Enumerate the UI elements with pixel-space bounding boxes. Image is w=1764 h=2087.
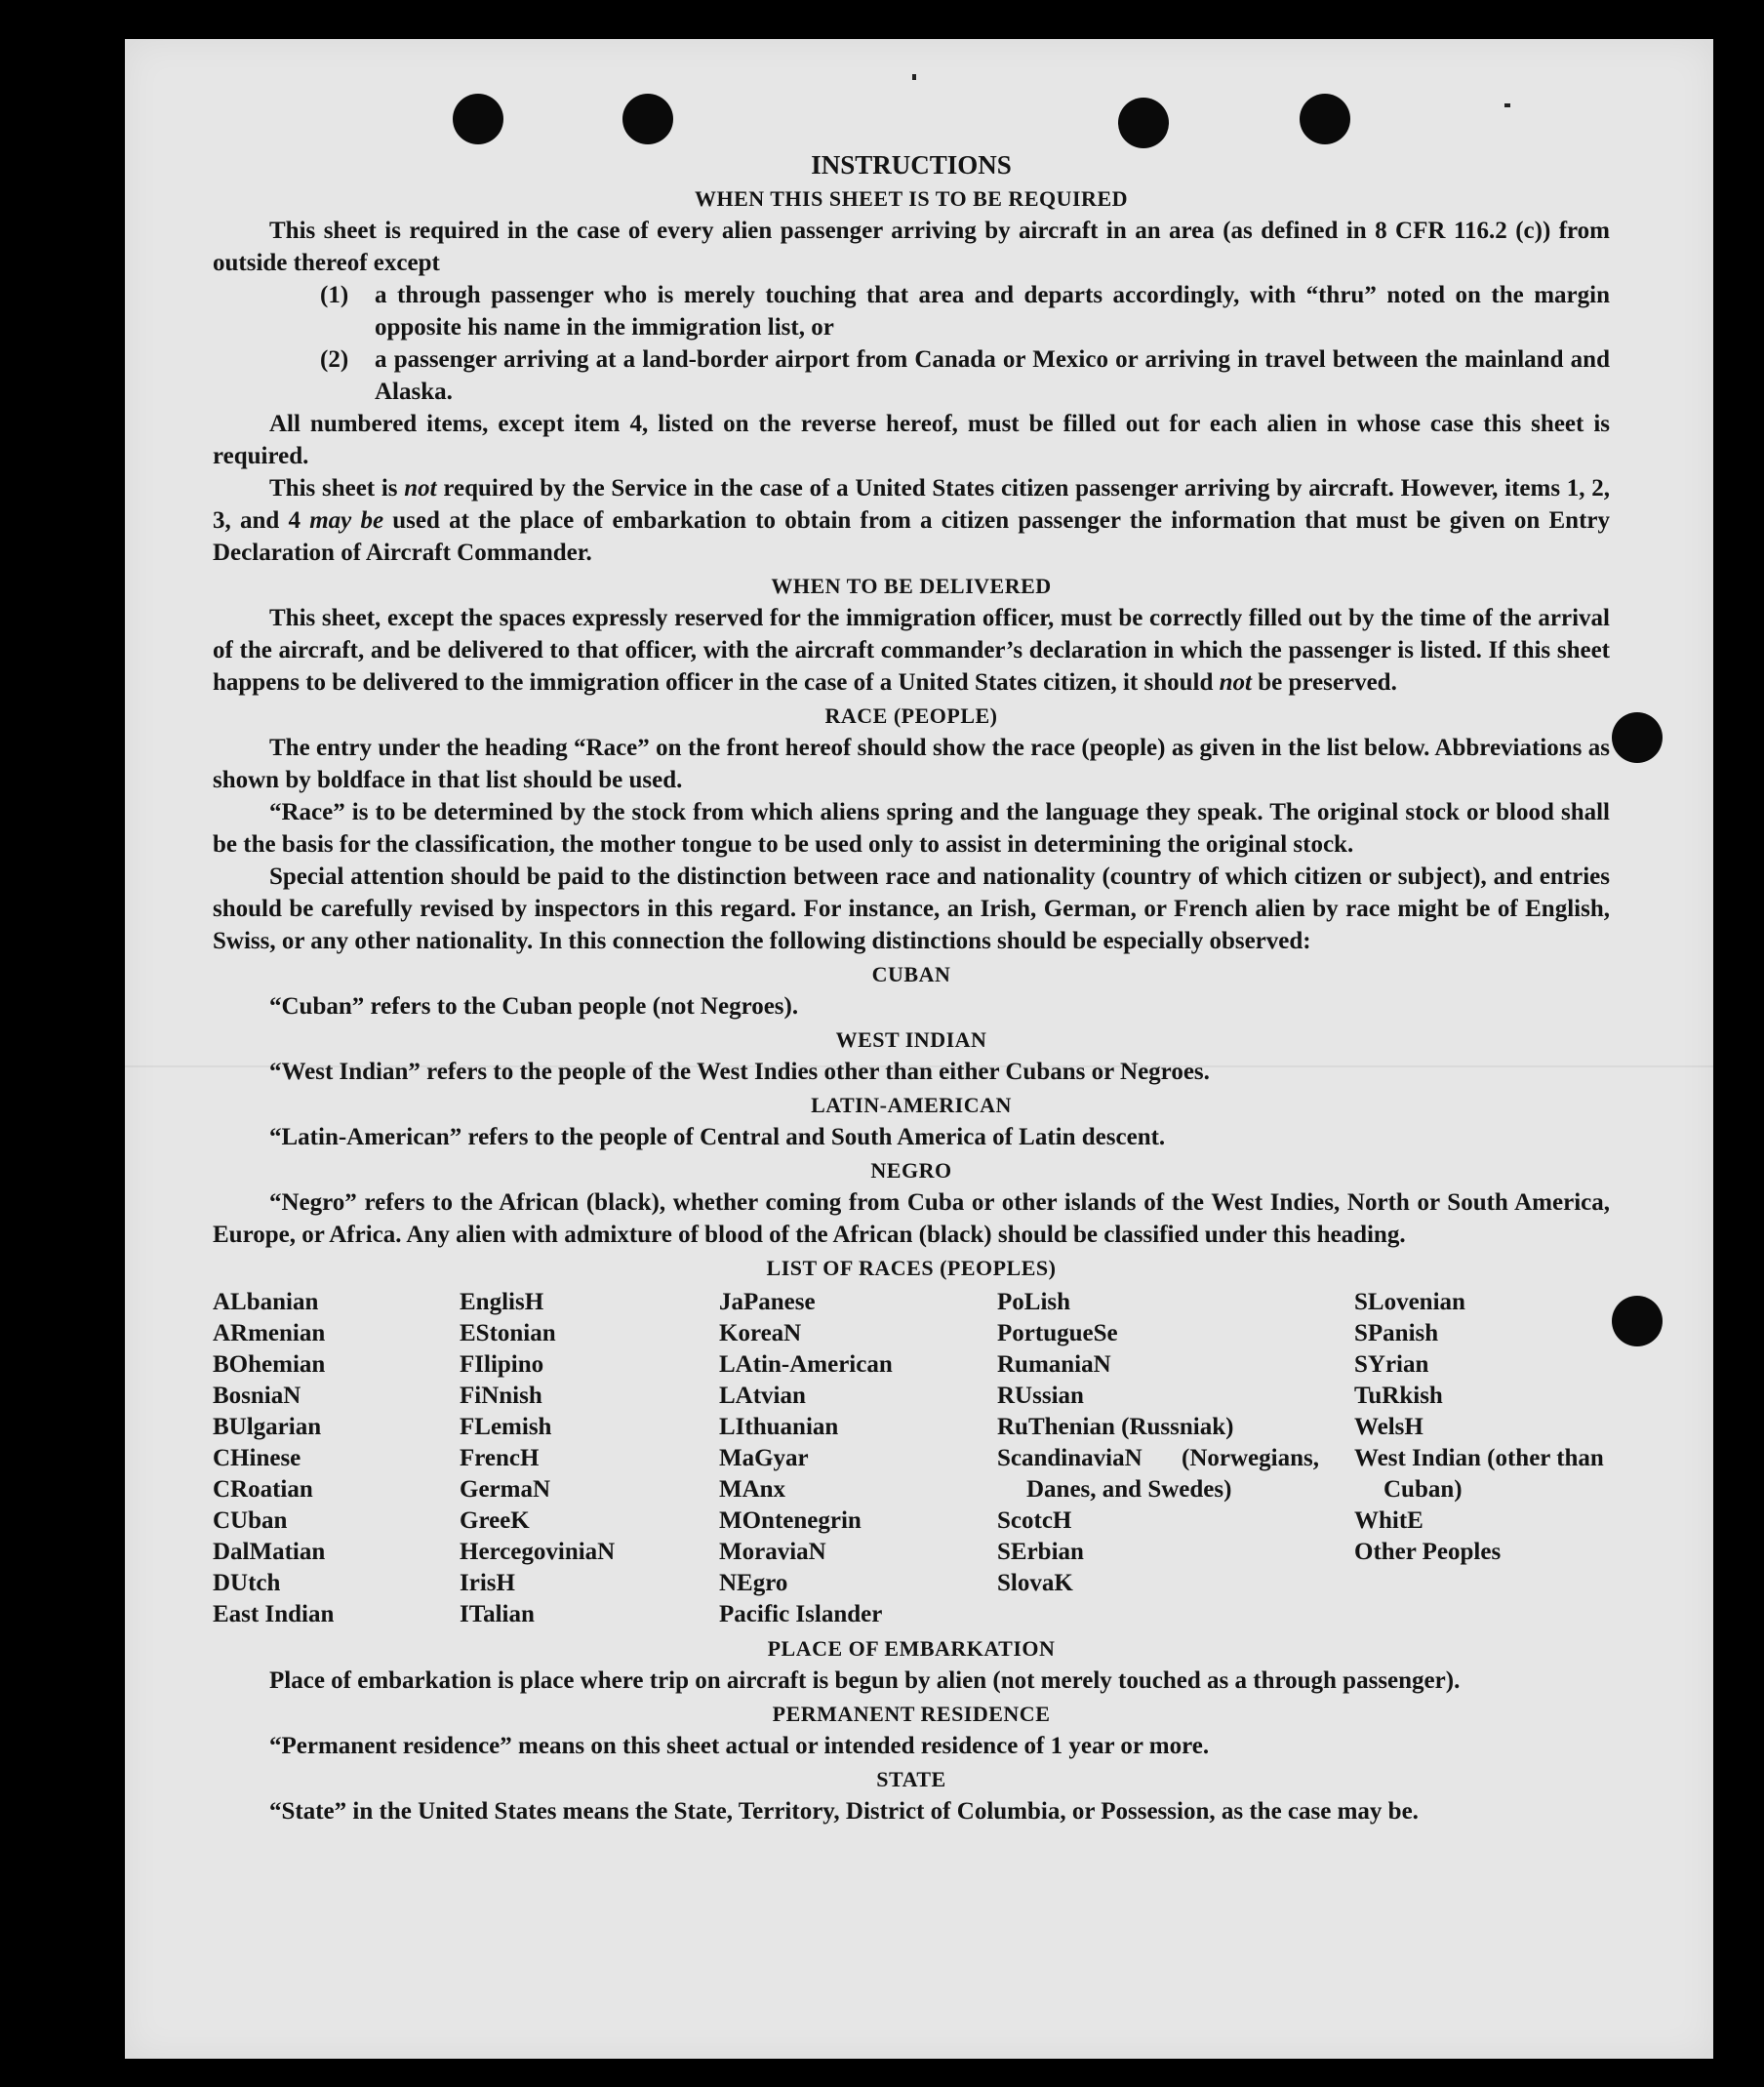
- paragraph: “Permanent residence” means on this sheet actual or intended residence of 1 year or more.: [269, 1733, 1210, 1759]
- race-item: MAnx: [719, 1476, 786, 1503]
- section-heading: NEGRO: [870, 1158, 952, 1183]
- race-item: RUssian: [997, 1383, 1084, 1409]
- section-heading: WEST INDIAN: [835, 1027, 987, 1052]
- race-item: RuThenian (Russniak): [997, 1414, 1234, 1440]
- race-item: MaGyar: [719, 1445, 809, 1471]
- item-number: (2): [320, 346, 349, 373]
- race-item: TuRkish: [1354, 1383, 1443, 1409]
- race-item: JaPanese: [719, 1289, 816, 1315]
- race-item: Pacific Islander: [719, 1601, 883, 1627]
- page-title: INSTRUCTIONS: [811, 150, 1012, 180]
- race-item: HercegoviniaN: [460, 1539, 616, 1565]
- punch-hole: [1118, 98, 1169, 148]
- race-item: WelsH: [1354, 1414, 1423, 1440]
- race-item: DUtch: [213, 1570, 281, 1596]
- race-item: IrisH: [460, 1570, 515, 1596]
- list-item: [320, 279, 1610, 343]
- paragraph: “West Indian” refers to the people of the West Indies other than either Cubans or Negroes.: [269, 1059, 1210, 1085]
- race-item: MoraviaN: [719, 1539, 826, 1565]
- section-heading: PERMANENT RESIDENCE: [772, 1702, 1051, 1726]
- race-item: RumaniaN: [997, 1351, 1111, 1378]
- race-column: [719, 1287, 997, 1630]
- document-sheet: [125, 39, 1713, 2059]
- race-column: [997, 1287, 1354, 1630]
- specks: [912, 74, 916, 80]
- race-item: EStonian: [460, 1320, 556, 1346]
- item-text: a passenger arriving at a land-border airport from Canada or Mexico or arriving in travel between the mainland and Alaska.: [375, 346, 1610, 405]
- race-item: LAtvian: [719, 1383, 806, 1409]
- race-item: SPanish: [1354, 1320, 1439, 1346]
- paragraph: This sheet is not required by the Service in the case of a United States citizen passenger arriving by aircraft. However, items 1, 2, 3, and 4 may be used at the place of embarkation to obtain from a citizen passenger the information that must be given on Entry Declaration of Aircraft Commander.: [213, 475, 1610, 566]
- race-item: ARmenian: [213, 1320, 326, 1346]
- paragraph: “Negro” refers to the African (black), whether coming from Cuba or other islands of the West Indies, North or South America, Europe, or Africa. Any alien with admixture of blood of the African (black) should be classified under this heading.: [213, 1189, 1610, 1248]
- race-item: FrencH: [460, 1445, 540, 1471]
- paragraph: This sheet is required in the case of every alien passenger arriving by aircraft in an area (as defined in 8 CFR 116.2 (c)) from outside thereof except: [213, 218, 1610, 276]
- race-item: SLovenian: [1354, 1289, 1465, 1315]
- race-list: [213, 1287, 1610, 1630]
- race-item: ScotcH: [997, 1507, 1072, 1534]
- race-item: FiNnish: [460, 1383, 542, 1409]
- section-heading: STATE: [876, 1767, 946, 1791]
- race-item: SErbian: [997, 1539, 1084, 1565]
- punch-hole: [1612, 712, 1663, 763]
- race-item: SYrian: [1354, 1351, 1429, 1378]
- paragraph: All numbered items, except item 4, listed on the reverse hereof, must be filled out for each alien in whose case this sheet is required.: [213, 411, 1610, 469]
- race-item: West Indian (other than Cuban): [1354, 1445, 1604, 1503]
- race-item: NEgro: [719, 1570, 788, 1596]
- instructions-content: [213, 148, 1610, 1827]
- race-item: FLemish: [460, 1414, 552, 1440]
- race-item: Other Peoples: [1354, 1539, 1502, 1565]
- race-item: MOntenegrin: [719, 1507, 862, 1534]
- race-item: LIthuanian: [719, 1414, 839, 1440]
- paragraph: “State” in the United States means the State, Territory, District of Columbia, or Possession, as the case may be.: [269, 1798, 1419, 1825]
- paragraph: “Cuban” refers to the Cuban people (not Negroes).: [269, 993, 799, 1020]
- paragraph: The entry under the heading “Race” on the front hereof should show the race (people) as given in the list below. Abbreviations as shown by boldface in that list should be used.: [213, 735, 1610, 793]
- race-item: SlovaK: [997, 1570, 1073, 1596]
- paragraph: Special attention should be paid to the distinction between race and nationality (country of which citizen or subject), and entries should be carefully revised by inspectors in this regard. For instance, an Irish, German, or French alien by race might be of English, Swiss, or any other nationality. In this connection the following distinctions should be especially observed:: [213, 863, 1610, 954]
- punch-hole: [453, 94, 503, 144]
- section-heading: PLACE OF EMBARKATION: [767, 1636, 1056, 1661]
- race-item: CHinese: [213, 1445, 301, 1471]
- paragraph: This sheet, except the spaces expressly reserved for the immigration officer, must be correctly filled out by the time of the arrival of the aircraft, and be delivered to that officer, with the aircraft commander’s declaration in which the passenger is listed. If this sheet happens to be delivered to the immigration officer in the case of a United States citizen, it should not be preserved.: [213, 605, 1610, 696]
- race-item: ALbanian: [213, 1289, 319, 1315]
- race-item: LAtin-American: [719, 1351, 893, 1378]
- race-item: EnglisH: [460, 1289, 544, 1315]
- section-heading: WHEN TO BE DELIVERED: [771, 574, 1052, 598]
- race-column: [213, 1287, 460, 1630]
- race-item: DalMatian: [213, 1539, 326, 1565]
- race-item: CUban: [213, 1507, 288, 1534]
- punch-hole: [1300, 94, 1350, 144]
- section-heading: LIST OF RACES (PEOPLES): [766, 1256, 1057, 1280]
- paragraph: Place of embarkation is place where trip on aircraft is begun by alien (not merely touched as a through passenger).: [269, 1667, 1461, 1694]
- race-item: ITalian: [460, 1601, 535, 1627]
- race-item: ScandinaviaN (Norwegians, Danes, and Swedes): [997, 1445, 1319, 1503]
- paragraph: “Race” is to be determined by the stock from which aliens spring and the language they speak. The original stock or blood shall be the basis for the classification, the mother tongue to be used only to assist in determining the original stock.: [213, 799, 1610, 858]
- list-item: [320, 343, 1610, 408]
- section-heading: RACE (PEOPLE): [824, 703, 998, 728]
- section-heading: LATIN-AMERICAN: [811, 1093, 1012, 1117]
- race-item: PortugueSe: [997, 1320, 1118, 1346]
- item-text: a through passenger who is merely touching that area and departs accordingly, with “thru” noted on the margin opposite his name in the immigration list, or: [375, 282, 1610, 341]
- race-item: WhitE: [1354, 1507, 1423, 1534]
- race-item: BUlgarian: [213, 1414, 322, 1440]
- race-column: [1354, 1287, 1610, 1630]
- section-heading: WHEN THIS SHEET IS TO BE REQUIRED: [694, 186, 1129, 211]
- race-item: GreeK: [460, 1507, 530, 1534]
- race-column: [460, 1287, 719, 1630]
- specks: [1504, 103, 1510, 107]
- race-item: GermaN: [460, 1476, 551, 1503]
- race-item: East Indian: [213, 1601, 335, 1627]
- punch-hole: [1612, 1296, 1663, 1346]
- race-item: BOhemian: [213, 1351, 326, 1378]
- section-heading: CUBAN: [871, 962, 951, 986]
- race-item: FIlipino: [460, 1351, 544, 1378]
- race-item: KoreaN: [719, 1320, 802, 1346]
- race-item: CRoatian: [213, 1476, 313, 1503]
- race-item: PoLish: [997, 1289, 1071, 1315]
- punch-hole: [622, 94, 673, 144]
- race-item: BosniaN: [213, 1383, 301, 1409]
- paragraph: “Latin-American” refers to the people of Central and South America of Latin descent.: [269, 1124, 1166, 1150]
- item-number: (1): [320, 282, 349, 308]
